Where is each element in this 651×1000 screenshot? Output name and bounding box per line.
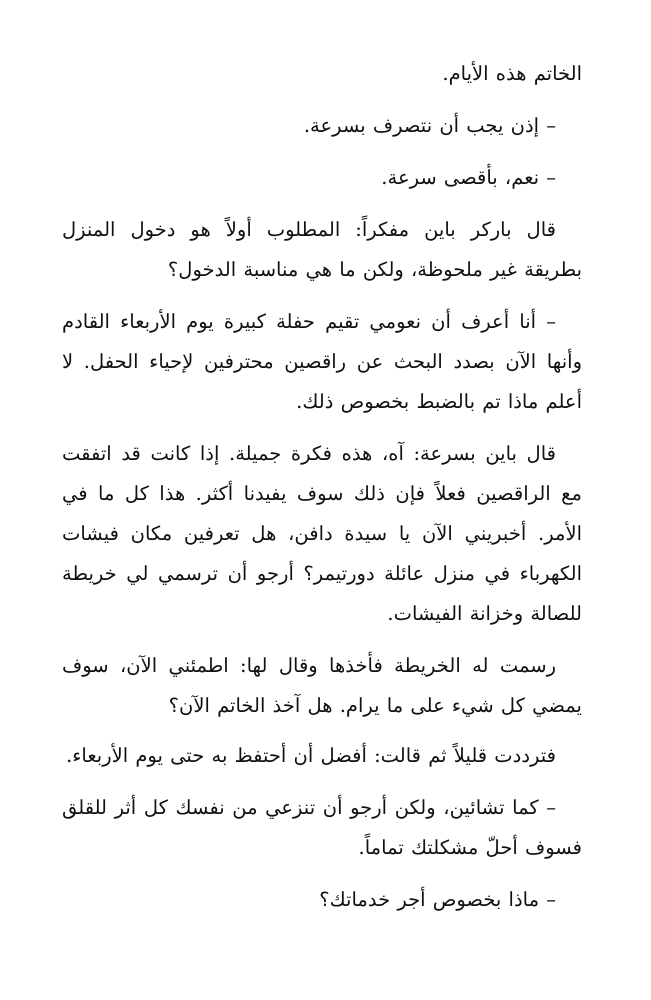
paragraph-8: فترددت قليلاً ثم قالت: أفضل أن أحتفظ به حتى يوم الأربعاء. — [66, 744, 556, 767]
book-page — [62, 54, 582, 920]
paragraph-4: قال باركر باين مفكراً: المطلوب أولاً هو دخول المنزل بطريقة غير ملحوظة، ولكن ما هي مناسبة الدخول؟ — [62, 218, 582, 281]
paragraph-1: الخاتم هذه الأيام. — [442, 62, 582, 85]
paragraph-10: – ماذا بخصوص أجر خدماتك؟ — [319, 888, 556, 911]
paragraph-3: – نعم، بأقصى سرعة. — [381, 166, 556, 189]
paragraph-9: – كما تشائين، ولكن أرجو أن تنزعي من نفسك كل أثر للقلق فسوف أحلّ مشكلتك تماماً. — [62, 796, 582, 859]
paragraph-7: رسمت له الخريطة فأخذها وقال لها: اطمئني الآن، سوف يمضي كل شيء على ما يرام. هل آخذ الخاتم الآن؟ — [62, 654, 582, 717]
paragraph-6: قال باين بسرعة: آه، هذه فكرة جميلة. إذا كانت قد اتفقت مع الراقصين فعلاً فإن ذلك سوف يفيدنا أكثر. هذا كل ما في الأمر. أخبريني الآن يا سيدة دافن، هل تعرفين مكان فيشات الكهرباء في منزل عائلة دورتيمر؟ أرجو أن ترسمي لي خريطة للصالة وخزانة الفيشات. — [62, 442, 582, 625]
paragraph-2: – إذن يجب أن نتصرف بسرعة. — [303, 114, 556, 137]
paragraph-5: – أنا أعرف أن نعومي تقيم حفلة كبيرة يوم الأربعاء القادم وأنها الآن بصدد البحث عن راقصين محترفين لإحياء الحفل. لا أعلم ماذا تم بالضبط بخصوص ذلك. — [62, 310, 582, 413]
